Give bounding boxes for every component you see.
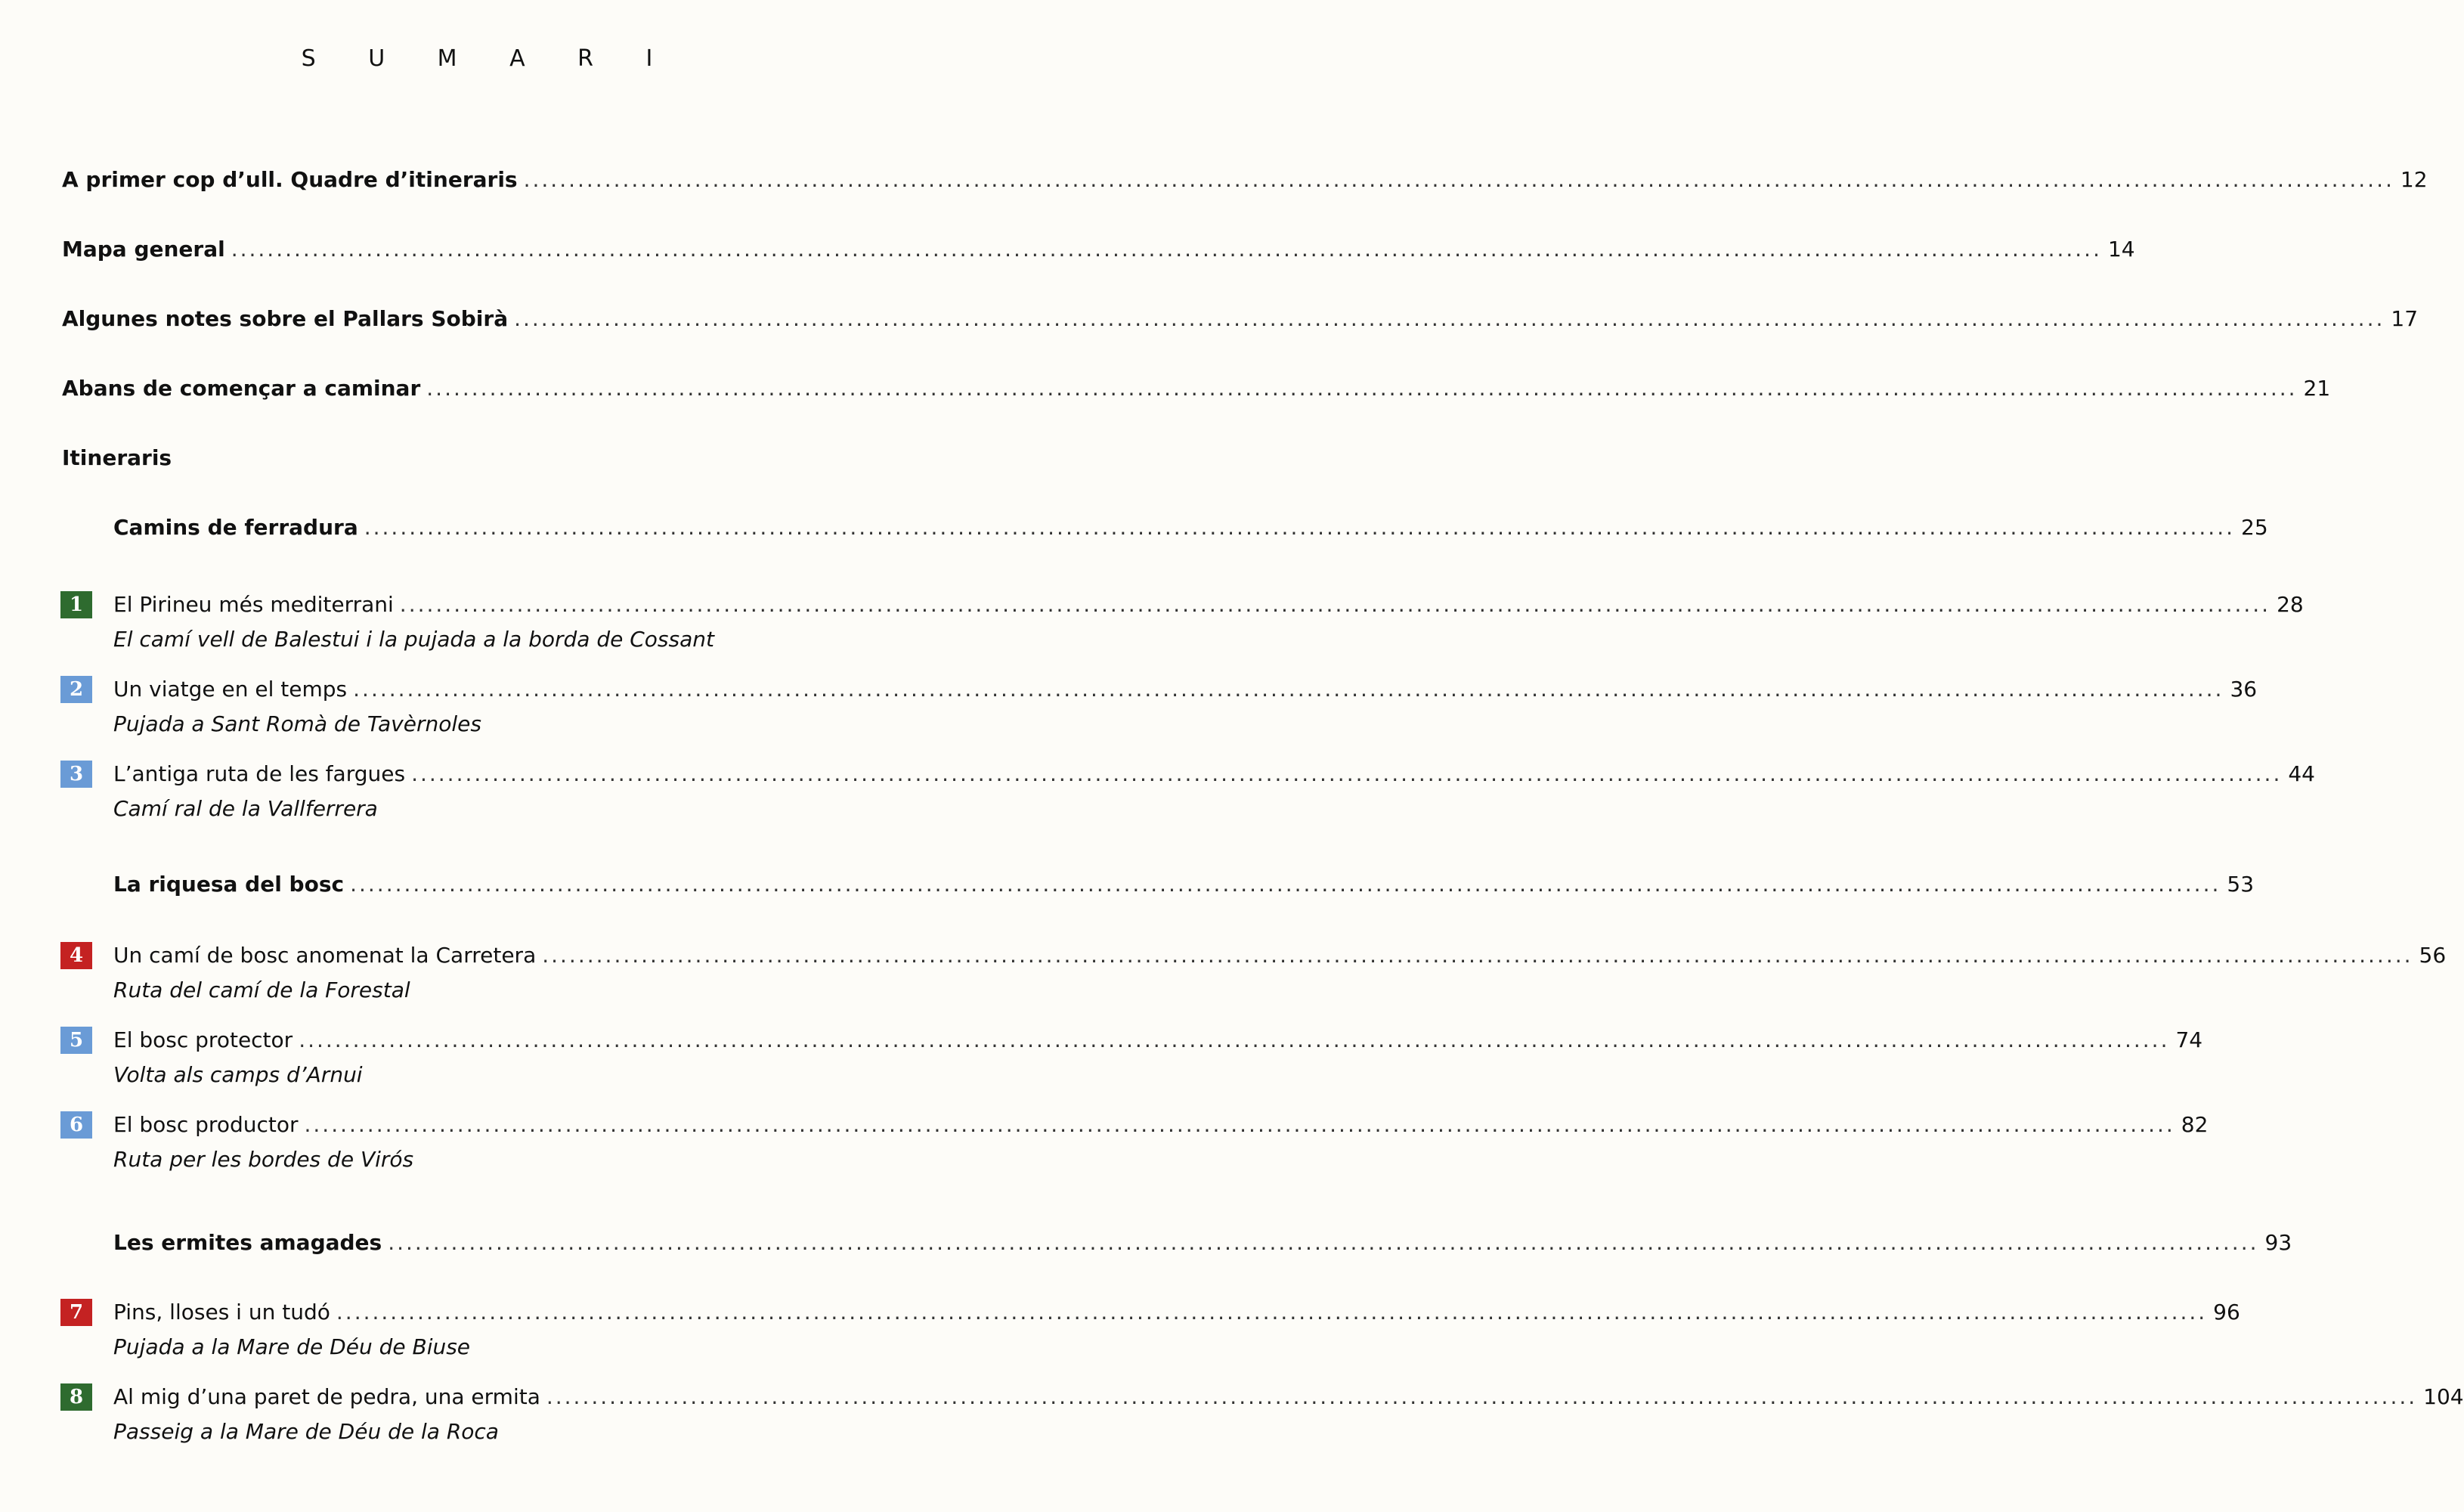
page-number: 14	[2107, 237, 2135, 262]
page-title: S U M A R I	[301, 45, 676, 72]
leader-dots: ................................................................................................................................................................................................................	[546, 1384, 2418, 1409]
route-number-badge: 1	[60, 591, 92, 618]
leader-dots: ................................................................................................................................................................................................................	[364, 515, 2235, 540]
toc-entry-quadre	[62, 166, 2428, 194]
route-number-badge: 8	[60, 1383, 92, 1411]
route-subtitle: Volta als camps d’Arnui	[113, 1062, 363, 1087]
route-title: El bosc productor	[113, 1112, 299, 1137]
route-number-badge: 6	[60, 1111, 92, 1139]
leader-dots: ................................................................................................................................................................................................................	[514, 306, 2385, 331]
route-title: El bosc protector	[113, 1027, 293, 1052]
page-number: 82	[2181, 1112, 2209, 1137]
toc-entry-text: Mapa general	[62, 237, 225, 262]
route-title: L’antiga ruta de les fargues	[113, 761, 406, 786]
section-ermites	[113, 1229, 2292, 1256]
section-bosc	[113, 871, 2255, 898]
route-subtitle: Camí ral de la Vallferrera	[113, 796, 378, 821]
leader-dots: ................................................................................................................................................................................................................	[231, 237, 2102, 262]
route-number-badge: 2	[60, 676, 92, 703]
route-entry-4	[113, 942, 2447, 969]
route-number-badge: 4	[60, 942, 92, 969]
leader-dots: ................................................................................................................................................................................................................	[426, 376, 2298, 401]
page-number: 25	[2241, 515, 2268, 540]
page-number: 21	[2303, 376, 2331, 401]
page-number: 96	[2213, 1300, 2240, 1325]
route-entry-3	[113, 761, 2315, 788]
leader-dots: ................................................................................................................................................................................................................	[411, 761, 2283, 786]
toc-entry-mapa	[62, 236, 2135, 263]
route-number-badge: 7	[60, 1299, 92, 1326]
toc-entry-notes	[62, 305, 2419, 333]
route-subtitle: Passeig a la Mare de Déu de la Roca	[113, 1419, 499, 1444]
route-entry-2	[113, 676, 2258, 703]
route-number-badge: 3	[60, 761, 92, 788]
leader-dots: ................................................................................................................................................................................................................	[523, 167, 2394, 192]
page-number: 56	[2419, 943, 2447, 968]
toc-entry-text: Algunes notes sobre el Pallars Sobirà	[62, 306, 509, 331]
leader-dots: ................................................................................................................................................................................................................	[542, 943, 2413, 968]
toc-entry-text: A primer cop d’ull. Quadre d’itineraris	[62, 167, 518, 192]
route-subtitle: El camí vell de Balestui i la pujada a la borda de Cossant	[113, 627, 714, 652]
leader-dots: ................................................................................................................................................................................................................	[399, 592, 2271, 617]
section-title: Les ermites amagades	[113, 1230, 382, 1255]
route-entry-8	[113, 1383, 2464, 1411]
route-subtitle: Ruta del camí de la Forestal	[113, 978, 410, 1002]
toc-entry-text: Abans de començar a caminar	[62, 376, 421, 401]
page-number: 44	[2288, 761, 2315, 786]
leader-dots: ................................................................................................................................................................................................................	[299, 1027, 2170, 1052]
toc-entry-abans	[62, 375, 2331, 402]
page-number: 28	[2277, 592, 2304, 617]
route-subtitle: Pujada a Sant Romà de Tavèrnoles	[113, 711, 481, 736]
section-camins	[113, 514, 2268, 541]
route-title: Al mig d’una paret de pedra, una ermita	[113, 1384, 540, 1409]
page-number: 12	[2400, 167, 2428, 192]
route-entry-5	[113, 1027, 2203, 1054]
route-title: Un camí de bosc anomenat la Carretera	[113, 943, 537, 968]
section-title: La riquesa del bosc	[113, 872, 345, 897]
route-title: Un viatge en el temps	[113, 677, 348, 702]
section-title: Camins de ferradura	[113, 515, 358, 540]
route-title: Pins, lloses i un tudó	[113, 1300, 330, 1325]
route-subtitle: Pujada a la Mare de Déu de Biuse	[113, 1334, 471, 1359]
leader-dots: ................................................................................................................................................................................................................	[388, 1230, 2259, 1255]
route-number-badge: 5	[60, 1027, 92, 1054]
leader-dots: ................................................................................................................................................................................................................	[353, 677, 2224, 702]
page-number: 36	[2230, 677, 2258, 702]
itineraris-heading: Itineraris	[62, 445, 172, 470]
page-number: 74	[2175, 1027, 2203, 1052]
route-title: El Pirineu més mediterrani	[113, 592, 394, 617]
page-number: 104	[2423, 1384, 2464, 1409]
route-entry-1	[113, 591, 2304, 618]
page-number: 53	[2227, 872, 2255, 897]
route-entry-7	[113, 1299, 2240, 1326]
leader-dots: ................................................................................................................................................................................................................	[336, 1300, 2208, 1325]
page-number: 93	[2264, 1230, 2292, 1255]
route-subtitle: Ruta per les bordes de Virós	[113, 1147, 414, 1172]
route-entry-6	[113, 1111, 2209, 1139]
leader-dots: ................................................................................................................................................................................................................	[350, 872, 2221, 897]
leader-dots: ................................................................................................................................................................................................................	[304, 1112, 2175, 1137]
page-number: 17	[2391, 306, 2419, 331]
